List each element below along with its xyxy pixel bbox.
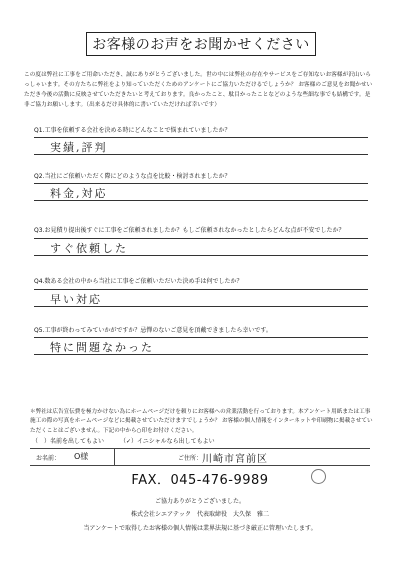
answer-1-field[interactable]: [34, 137, 368, 155]
answer-2-field[interactable]: [34, 183, 368, 201]
divider: [114, 449, 115, 465]
intro-text: この度は弊社に工事をご用命いただき、誠にありがとうございました。世の中には弊社の存在やサービスをご存知ないお客様が沢山いらっしゃいます。その方たちに弊社をより知っていただくためのアンケートにご協力いただけるでしょうか？ お客様のご意見をお聞かせいただき今後の活動に反映させていただきたいと考えております。良かったこと、駄目かったことなどのような些細な事でも結構です。是非ご協力お願いします。（出来るだけ具体的に書いていただければ幸いです）: [24, 72, 373, 108]
answer-2-handwriting: 料金,対応: [50, 187, 108, 200]
address-value[interactable]: 川崎市宮前区: [202, 454, 268, 465]
thanks-text: ご協力ありがとうございました。: [154, 498, 245, 505]
stamp-circle-icon: [311, 469, 326, 484]
consent-option-initial[interactable]: （✓）イニシャルなら出してもよい: [119, 438, 215, 445]
question-3-label: Q3.お見積り提出後すぐに工事をご依頼されましたか？もしご依頼されなかったとしたらどんな点が不安でしたか？: [34, 227, 345, 234]
question-4-label: Q4.数ある会社の中から当社に工事をご依頼いただいた決め手は何でしたか？: [34, 278, 243, 285]
fax-number: FAX．045-476-9989: [131, 473, 269, 488]
answer-5-field[interactable]: [34, 337, 368, 355]
name-label: お名前：: [36, 455, 61, 462]
notice-text: ＊弊社は広告宣伝費を極力かけない為にホームページだけを頼りにお客様への営業活動を行っております。本アンケート用紙または工事施工の際の写真をホームページなどに掲載させていただけますでしょうか？ お客様の個人情報をインターネットや印刷物に掲載させていただくことはございません。下記の中から○印をお付けください。: [30, 409, 373, 434]
answer-4-field[interactable]: [34, 289, 368, 307]
signature-row: [30, 448, 370, 466]
question-2-label: Q2.当社にご依頼いただく際にどのような点を比較・検討されましたか？: [34, 173, 231, 180]
answer-1-handwriting: 実績,評判: [50, 141, 108, 154]
answer-4-handwriting: 早い対応: [50, 293, 102, 306]
name-value[interactable]: O様: [74, 452, 89, 461]
page-title: お客様のお声をお聞かせください: [86, 32, 316, 56]
address-label: ご住所：: [178, 455, 203, 462]
answer-3-handwriting: すぐ依頼した: [50, 242, 128, 255]
answer-5-handwriting: 特に問題なかった: [50, 341, 154, 354]
company-text: 株式会社シエアテック 代表取締役 大久保 雅二: [130, 511, 269, 518]
answer-3-field[interactable]: [34, 238, 368, 256]
consent-options: [32, 436, 229, 445]
consent-option-name[interactable]: （ ）名前を出してもよい: [32, 438, 105, 445]
question-5-label: Q5.工事が終わってみていかがですか？忌憚のないご意見を頂戴できましたら幸いです。: [34, 327, 272, 334]
question-1-label: Q1.工事を依頼する会社を決める時にどんなことで悩まれていましたか？: [34, 127, 231, 134]
privacy-text: 当アンケートで取得したお客様の個人情報は業界法規に基づき厳正に管理いたします。: [83, 525, 317, 532]
